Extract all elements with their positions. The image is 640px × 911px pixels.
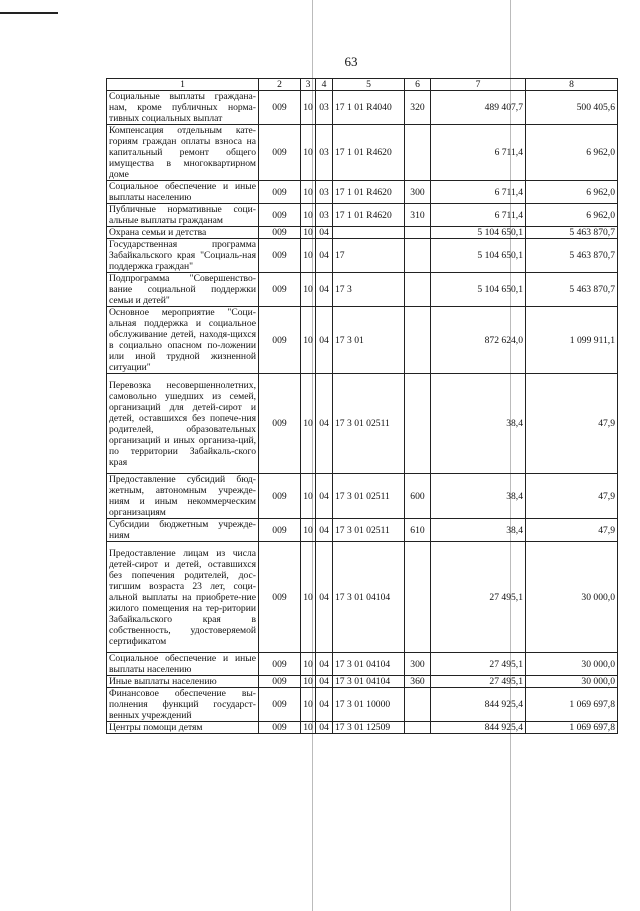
- section-code: 10: [301, 474, 316, 519]
- target-article: 17 3 01 12509: [333, 722, 405, 734]
- amount-year-2: 6 962,0: [526, 204, 618, 227]
- amount-year-2: 30 000,0: [526, 653, 618, 676]
- row-name: Центры помощи детям: [107, 722, 259, 734]
- amount-year-1: 5 104 650,1: [431, 227, 526, 239]
- section-code: 10: [301, 676, 316, 688]
- column-header: 8: [526, 79, 618, 91]
- amount-year-1: 6 711,4: [431, 204, 526, 227]
- amount-year-1: 38,4: [431, 474, 526, 519]
- section-code: 10: [301, 204, 316, 227]
- admin-code: 009: [259, 722, 301, 734]
- admin-code: 009: [259, 239, 301, 273]
- section-code: 10: [301, 519, 316, 542]
- column-header: 1: [107, 79, 259, 91]
- row-name: Государственная программа Забайкальского края "Социаль-ная поддержка граждан": [107, 239, 259, 273]
- row-name: Предоставление лицам из числа детей-сирот и детей, оставшихся без попечения родителей, дос-тигшим возраста 23 лет, соци-альной выплаты на приобрете-ние жилого помещения на тер-ритории Забайкальского края в собственность, удостоверяемой сертификатом: [107, 542, 259, 653]
- target-article: 17: [333, 239, 405, 273]
- target-article: 17 3 01 04104: [333, 653, 405, 676]
- amount-year-2: 5 463 870,7: [526, 227, 618, 239]
- subsection-code: 03: [316, 125, 333, 181]
- table-row: [107, 307, 618, 374]
- expense-type: 300: [405, 653, 431, 676]
- amount-year-1: 38,4: [431, 519, 526, 542]
- table-row: [107, 374, 618, 474]
- amount-year-2: 47,9: [526, 474, 618, 519]
- section-code: 10: [301, 688, 316, 722]
- amount-year-1: 844 925,4: [431, 722, 526, 734]
- amount-year-1: 489 407,7: [431, 91, 526, 125]
- amount-year-1: 5 104 650,1: [431, 273, 526, 307]
- row-name: Перевозка несовершеннолетних, самовольно ушедших из семей, организаций для детей-сирот и детей, оставшихся без попече-ния родителей, образовательных организаций и иных организа-ций, по территории Забайкаль-ского края: [107, 374, 259, 474]
- section-code: 10: [301, 227, 316, 239]
- expense-type: [405, 307, 431, 374]
- expense-type: [405, 227, 431, 239]
- row-name: Охрана семьи и детства: [107, 227, 259, 239]
- admin-code: 009: [259, 374, 301, 474]
- section-code: 10: [301, 722, 316, 734]
- target-article: 17 1 01 R4620: [333, 125, 405, 181]
- section-code: 10: [301, 125, 316, 181]
- subsection-code: 04: [316, 227, 333, 239]
- subsection-code: 04: [316, 474, 333, 519]
- expense-type: 600: [405, 474, 431, 519]
- admin-code: 009: [259, 542, 301, 653]
- amount-year-1: 27 495,1: [431, 653, 526, 676]
- row-name: Социальное обеспечение и иные выплаты населению: [107, 181, 259, 204]
- target-article: 17 3: [333, 273, 405, 307]
- amount-year-1: 844 925,4: [431, 688, 526, 722]
- expense-type: [405, 273, 431, 307]
- subsection-code: 04: [316, 374, 333, 474]
- expense-type: 310: [405, 204, 431, 227]
- row-name: Предоставление субсидий бюд-жетным, автономным учрежде-ниям и иным некоммерческим организациям: [107, 474, 259, 519]
- table-row: [107, 722, 618, 734]
- admin-code: 009: [259, 204, 301, 227]
- table-row: [107, 125, 618, 181]
- expense-type: 300: [405, 181, 431, 204]
- target-article: 17 3 01 02511: [333, 374, 405, 474]
- amount-year-2: 30 000,0: [526, 542, 618, 653]
- row-name: Основное мероприятие "Соци-альная поддержка и социальное обслуживание детей, находя-щихся в социально опасном по-ложении или иной трудной жизненной ситуации": [107, 307, 259, 374]
- section-code: 10: [301, 91, 316, 125]
- row-name: Социальное обеспечение и иные выплаты населению: [107, 653, 259, 676]
- target-article: 17 1 01 R4620: [333, 204, 405, 227]
- expense-type: [405, 722, 431, 734]
- table-row: [107, 676, 618, 688]
- row-name: Социальные выплаты граждана-нам, кроме публичных норма-тивных социальных выплат: [107, 91, 259, 125]
- row-name: Компенсация отдельным кате-гориям граждан оплаты взноса на капитальный ремонт общего имущества в многоквартирном доме: [107, 125, 259, 181]
- target-article: 17 3 01 02511: [333, 519, 405, 542]
- amount-year-2: 1 069 697,8: [526, 722, 618, 734]
- table-row: [107, 181, 618, 204]
- subsection-code: 04: [316, 239, 333, 273]
- admin-code: 009: [259, 474, 301, 519]
- expense-type: 610: [405, 519, 431, 542]
- admin-code: 009: [259, 653, 301, 676]
- subsection-code: 03: [316, 204, 333, 227]
- table-row: [107, 273, 618, 307]
- section-code: 10: [301, 181, 316, 204]
- subsection-code: 04: [316, 519, 333, 542]
- row-name: Подпрограмма "Совершенство-вание социальной поддержки семьи и детей": [107, 273, 259, 307]
- expense-type: [405, 688, 431, 722]
- table-row: [107, 519, 618, 542]
- admin-code: 009: [259, 125, 301, 181]
- amount-year-2: 30 000,0: [526, 676, 618, 688]
- table-row: [107, 474, 618, 519]
- expense-type: [405, 125, 431, 181]
- amount-year-2: 1 069 697,8: [526, 688, 618, 722]
- admin-code: 009: [259, 273, 301, 307]
- target-article: 17 3 01 10000: [333, 688, 405, 722]
- expense-type: [405, 374, 431, 474]
- subsection-code: 04: [316, 273, 333, 307]
- subsection-code: 04: [316, 676, 333, 688]
- section-code: 10: [301, 653, 316, 676]
- amount-year-1: 6 711,4: [431, 125, 526, 181]
- table-row: [107, 204, 618, 227]
- budget-table: [106, 78, 618, 734]
- target-article: 17 3 01: [333, 307, 405, 374]
- admin-code: 009: [259, 181, 301, 204]
- table-header-row: [107, 79, 618, 91]
- amount-year-2: 5 463 870,7: [526, 239, 618, 273]
- scan-artifact-top-line: [0, 12, 58, 14]
- expense-type: 320: [405, 91, 431, 125]
- table-row: [107, 227, 618, 239]
- column-header: 2: [259, 79, 301, 91]
- amount-year-2: 47,9: [526, 519, 618, 542]
- admin-code: 009: [259, 307, 301, 374]
- section-code: 10: [301, 273, 316, 307]
- expense-type: [405, 239, 431, 273]
- target-article: 17 3 01 02511: [333, 474, 405, 519]
- column-header: 7: [431, 79, 526, 91]
- subsection-code: 03: [316, 91, 333, 125]
- target-article: 17 1 01 R4040: [333, 91, 405, 125]
- amount-year-2: 1 099 911,1: [526, 307, 618, 374]
- table-row: [107, 91, 618, 125]
- row-name: Субсидии бюджетным учрежде-ниям: [107, 519, 259, 542]
- subsection-code: 04: [316, 542, 333, 653]
- column-header: 5: [333, 79, 405, 91]
- target-article: 17 1 01 R4620: [333, 181, 405, 204]
- column-header: 3: [301, 79, 316, 91]
- subsection-code: 04: [316, 653, 333, 676]
- amount-year-1: 5 104 650,1: [431, 239, 526, 273]
- amount-year-2: 5 463 870,7: [526, 273, 618, 307]
- admin-code: 009: [259, 227, 301, 239]
- subsection-code: 04: [316, 722, 333, 734]
- amount-year-1: 872 624,0: [431, 307, 526, 374]
- column-header: 4: [316, 79, 333, 91]
- expense-type: 360: [405, 676, 431, 688]
- table-row: [107, 239, 618, 273]
- amount-year-1: 6 711,4: [431, 181, 526, 204]
- section-code: 10: [301, 374, 316, 474]
- section-code: 10: [301, 307, 316, 374]
- table-row: [107, 653, 618, 676]
- row-name: Публичные нормативные соци-альные выплаты гражданам: [107, 204, 259, 227]
- admin-code: 009: [259, 676, 301, 688]
- amount-year-2: 500 405,6: [526, 91, 618, 125]
- subsection-code: 04: [316, 688, 333, 722]
- section-code: 10: [301, 542, 316, 653]
- row-name: Иные выплаты населению: [107, 676, 259, 688]
- expense-type: [405, 542, 431, 653]
- table-row: [107, 688, 618, 722]
- target-article: 17 3 01 04104: [333, 676, 405, 688]
- admin-code: 009: [259, 91, 301, 125]
- amount-year-2: 6 962,0: [526, 125, 618, 181]
- amount-year-1: 27 495,1: [431, 542, 526, 653]
- admin-code: 009: [259, 519, 301, 542]
- admin-code: 009: [259, 688, 301, 722]
- page-number: 63: [344, 54, 358, 69]
- target-article: [333, 227, 405, 239]
- subsection-code: 03: [316, 181, 333, 204]
- subsection-code: 04: [316, 307, 333, 374]
- amount-year-2: 6 962,0: [526, 181, 618, 204]
- amount-year-1: 27 495,1: [431, 676, 526, 688]
- row-name: Финансовое обеспечение вы-полнения функций государст-венных учреждений: [107, 688, 259, 722]
- amount-year-1: 38,4: [431, 374, 526, 474]
- section-code: 10: [301, 239, 316, 273]
- column-header: 6: [405, 79, 431, 91]
- amount-year-2: 47,9: [526, 374, 618, 474]
- table-row: [107, 542, 618, 653]
- target-article: 17 3 01 04104: [333, 542, 405, 653]
